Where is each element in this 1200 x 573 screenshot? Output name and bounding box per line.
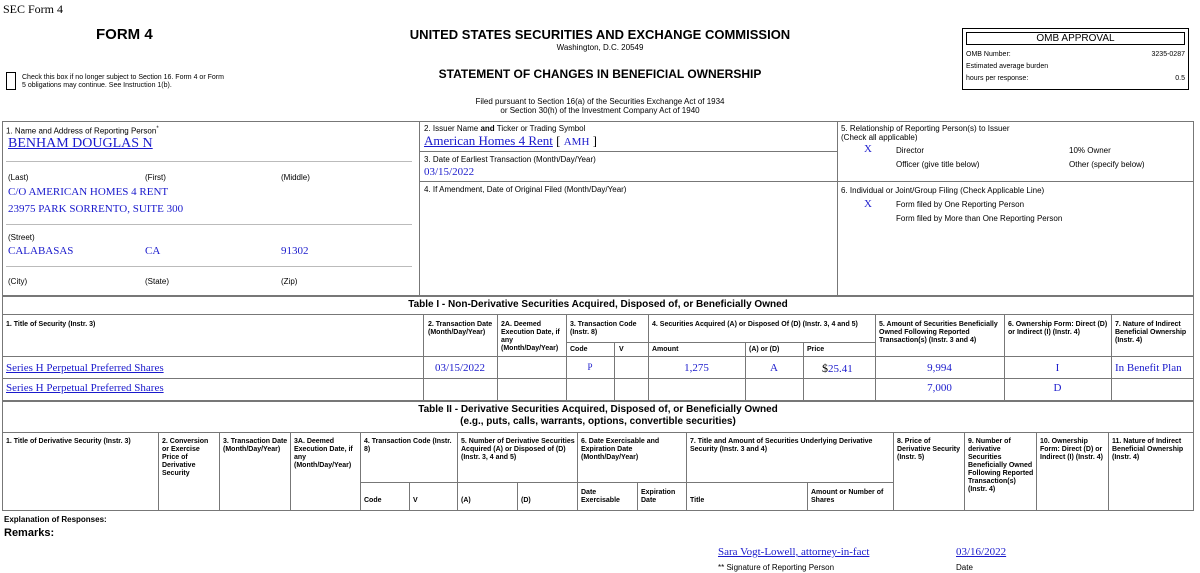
explanation-label: Explanation of Responses:: [4, 515, 107, 524]
t2-h8: 8. Price of Derivative Security (Instr. 5): [897, 438, 961, 461]
omb-number-label: OMB Number:: [966, 51, 1011, 58]
table1-title: Table I - Non-Derivative Securities Acquired, Disposed of, or Beneficially Owned: [408, 299, 788, 310]
last-label: (Last): [8, 173, 29, 182]
commission-location: Washington, D.C. 20549: [556, 43, 644, 52]
t2-h2: 2. Conversion or Exercise Price of Derivative Security: [162, 438, 209, 477]
street-label: (Street): [8, 233, 35, 242]
filed-line1: Filed pursuant to Section 16(a) of the Securities Exchange Act of 1934: [475, 97, 725, 106]
checkbox-text-line2: 5 obligations may continue. See Instruction 1(b).: [22, 82, 172, 89]
reporting-person-star: *: [156, 126, 159, 132]
relationship-label-line1: 5. Relationship of Reporting Person(s) to Issuer: [841, 124, 1010, 133]
t2-sub-exercisable: Date Exercisable: [581, 489, 620, 504]
signature-value[interactable]: Sara Vogt-Lowell, attorney-in-fact: [718, 546, 870, 558]
t2-h5: 5. Number of Derivative Securities Acquired (A) or Disposed of (D) (Instr. 3, 4 and 5): [461, 438, 575, 461]
t1-h1: 1. Title of Security (Instr. 3): [6, 321, 96, 328]
t2-h3: 3. Transaction Date (Month/Day/Year): [223, 438, 288, 453]
t1-sub-ad: (A) or (D): [749, 346, 780, 353]
t2-sub-code: Code: [364, 497, 382, 504]
t2-sub-amount: Amount or Number of Shares: [811, 489, 884, 504]
middle-label: (Middle): [281, 173, 310, 182]
t2-h4: 4. Transaction Code (Instr. 8): [364, 438, 452, 453]
t1-sub-amount: Amount: [652, 346, 679, 353]
remarks-label: Remarks:: [4, 527, 55, 539]
filed-pursuant: [380, 97, 820, 115]
omb-burden-label: Estimated average burden: [966, 63, 1049, 70]
officer-label: Officer (give title below): [896, 160, 980, 169]
reporting-person-label-text: 1. Name and Address of Reporting Person: [6, 126, 157, 136]
issuer-label-pre: 2. Issuer Name: [424, 124, 481, 133]
state-label: (State): [145, 277, 170, 286]
address-line1: C/O AMERICAN HOMES 4 RENT: [8, 186, 169, 198]
statement-title: STATEMENT OF CHANGES IN BENEFICIAL OWNERSHIP: [438, 67, 762, 81]
table2-title-line1: Table II - Derivative Securities Acquired, Disposed of, or Beneficially Owned: [418, 404, 778, 415]
t1-row1-ad: A: [770, 362, 778, 374]
first-label: (First): [145, 173, 166, 182]
commission-title: UNITED STATES SECURITIES AND EXCHANGE COMMISSION: [409, 27, 791, 42]
t2-sub-expiration: Expiration Date: [641, 489, 676, 504]
issuer-ticker: AMH: [563, 136, 590, 148]
t1-row1-nature: In Benefit Plan: [1115, 362, 1182, 374]
table2-title-line2: (e.g., puts, calls, warrants, options, convertible securities): [460, 416, 736, 427]
ticker-bracket-open: [: [556, 133, 561, 148]
address-line2: 23975 PARK SORRENTO, SUITE 300: [8, 203, 184, 215]
director-label: Director: [896, 146, 925, 155]
issuer-label: [424, 124, 585, 133]
t1-row1-owned: 9,994: [927, 362, 952, 374]
signature-date: 03/16/2022: [956, 546, 1007, 558]
ticker-bracket-close: ]: [592, 133, 597, 148]
issuer-label-and: and: [480, 124, 495, 133]
t2-h9: 9. Number of derivative Securities Beneficially Owned Following Reported Transaction(s) (Instr. 4): [968, 438, 1034, 493]
t1-row2-title[interactable]: Series H Perpetual Preferred Shares: [6, 382, 164, 394]
reporting-person-label: [6, 125, 159, 136]
reporting-person-name[interactable]: BENHAM DOUGLAS N: [8, 136, 153, 151]
t1-h2a: 2A. Deemed Execution Date, if any (Month/Day/Year): [501, 321, 560, 352]
city-value: CALABASAS: [8, 245, 74, 257]
omb-hours-label: hours per response:: [966, 75, 1029, 82]
t1-row1-code: P: [587, 362, 593, 372]
t1-row1-price: [822, 361, 853, 376]
t1-row1-form: I: [1055, 362, 1060, 374]
director-mark: X: [864, 143, 872, 155]
omb-hours-value: 0.5: [1175, 75, 1185, 82]
t2-h1: 1. Title of Derivative Security (Instr. 3): [6, 438, 131, 445]
city-label: (City): [8, 277, 28, 286]
relationship-label: [841, 124, 1010, 142]
t1-h3: 3. Transaction Code (Instr. 8): [570, 321, 637, 336]
sec-form-label: SEC Form 4: [3, 2, 64, 16]
issuer-name-line: [424, 133, 597, 149]
t2-sub-a: (A): [461, 497, 471, 504]
t2-h10: 10. Ownership Form: Direct (D) or Indirect (I) (Instr. 4): [1040, 438, 1104, 461]
t1-row1-price-symbol: $: [822, 361, 828, 375]
earliest-date-value: 03/15/2022: [424, 166, 475, 178]
t1-row2-form: D: [1053, 382, 1062, 394]
zip-label: (Zip): [281, 277, 298, 286]
omb-number-value: 3235-0287: [1151, 51, 1185, 58]
t2-h6: 6. Date Exercisable and Expiration Date (Month/Day/Year): [581, 438, 660, 461]
t1-sub-code: Code: [570, 346, 588, 353]
earliest-date-label: 3. Date of Earliest Transaction (Month/Day/Year): [424, 155, 596, 164]
t2-h3a: 3A. Deemed Execution Date, if any (Month/Day/Year): [294, 438, 353, 469]
t1-row1-title[interactable]: Series H Perpetual Preferred Shares: [6, 362, 164, 374]
table2-title: [2, 404, 1194, 428]
signature-label: ** Signature of Reporting Person: [718, 563, 835, 572]
t1-sub-v: V: [619, 346, 624, 353]
t2-h11: 11. Nature of Indirect Beneficial Ownership (Instr. 4): [1112, 438, 1184, 461]
filing-one-person: Form filed by One Reporting Person: [896, 200, 1025, 209]
t2-sub-title: Title: [690, 497, 705, 504]
t1-sub-price: Price: [807, 346, 825, 353]
signature-date-label: Date: [956, 563, 973, 572]
t1-row2-owned: 7,000: [927, 382, 952, 394]
filing-more-persons: Form filed by More than One Reporting Person: [896, 214, 1063, 223]
t1-row1-amount: 1,275: [684, 362, 709, 374]
omb-title: OMB APPROVAL: [966, 32, 1185, 45]
t1-h2: 2. Transaction Date (Month/Day/Year): [428, 321, 493, 336]
t1-row1-date: 03/15/2022: [434, 362, 486, 374]
t1-row1-price-value: 25.41: [828, 363, 853, 375]
no-longer-subject-checkbox[interactable]: [6, 72, 16, 90]
form-title: FORM 4: [96, 26, 153, 43]
omb-approval-box: [962, 28, 1189, 90]
t2-h7: 7. Title and Amount of Securities Underlying Derivative Security (Instr. 3 and 4): [690, 438, 873, 453]
checkbox-instructions: [22, 74, 224, 90]
filing-mark: X: [864, 198, 872, 210]
zip-value: 91302: [281, 245, 309, 257]
issuer-name[interactable]: American Homes 4 Rent: [424, 133, 553, 148]
t1-h6: 6. Ownership Form: Direct (D) or Indirect (I) (Instr. 4): [1008, 321, 1108, 336]
relationship-label-line2: (Check all applicable): [841, 133, 918, 142]
ten-percent-owner-label: 10% Owner: [1069, 146, 1111, 155]
state-value: CA: [145, 245, 161, 257]
issuer-label-post: Ticker or Trading Symbol: [494, 124, 586, 133]
filing-label: 6. Individual or Joint/Group Filing (Check Applicable Line): [841, 186, 1045, 195]
t1-h4: 4. Securities Acquired (A) or Disposed Of (D) (Instr. 3, 4 and 5): [652, 321, 858, 328]
t2-sub-d: (D): [521, 497, 531, 504]
t2-sub-v: V: [413, 497, 418, 504]
other-label: Other (specify below): [1069, 160, 1145, 169]
checkbox-text-line1: Check this box if no longer subject to Section 16. Form 4 or Form: [22, 74, 224, 81]
amendment-label: 4. If Amendment, Date of Original Filed (Month/Day/Year): [424, 185, 627, 194]
t1-h5: 5. Amount of Securities Beneficially Owned Following Reported Transaction(s) (Instr. 3 and 4): [879, 321, 998, 344]
t1-h7: 7. Nature of Indirect Beneficial Ownership (Instr. 4): [1115, 321, 1187, 344]
filed-line2: or Section 30(h) of the Investment Company Act of 1940: [500, 106, 700, 115]
